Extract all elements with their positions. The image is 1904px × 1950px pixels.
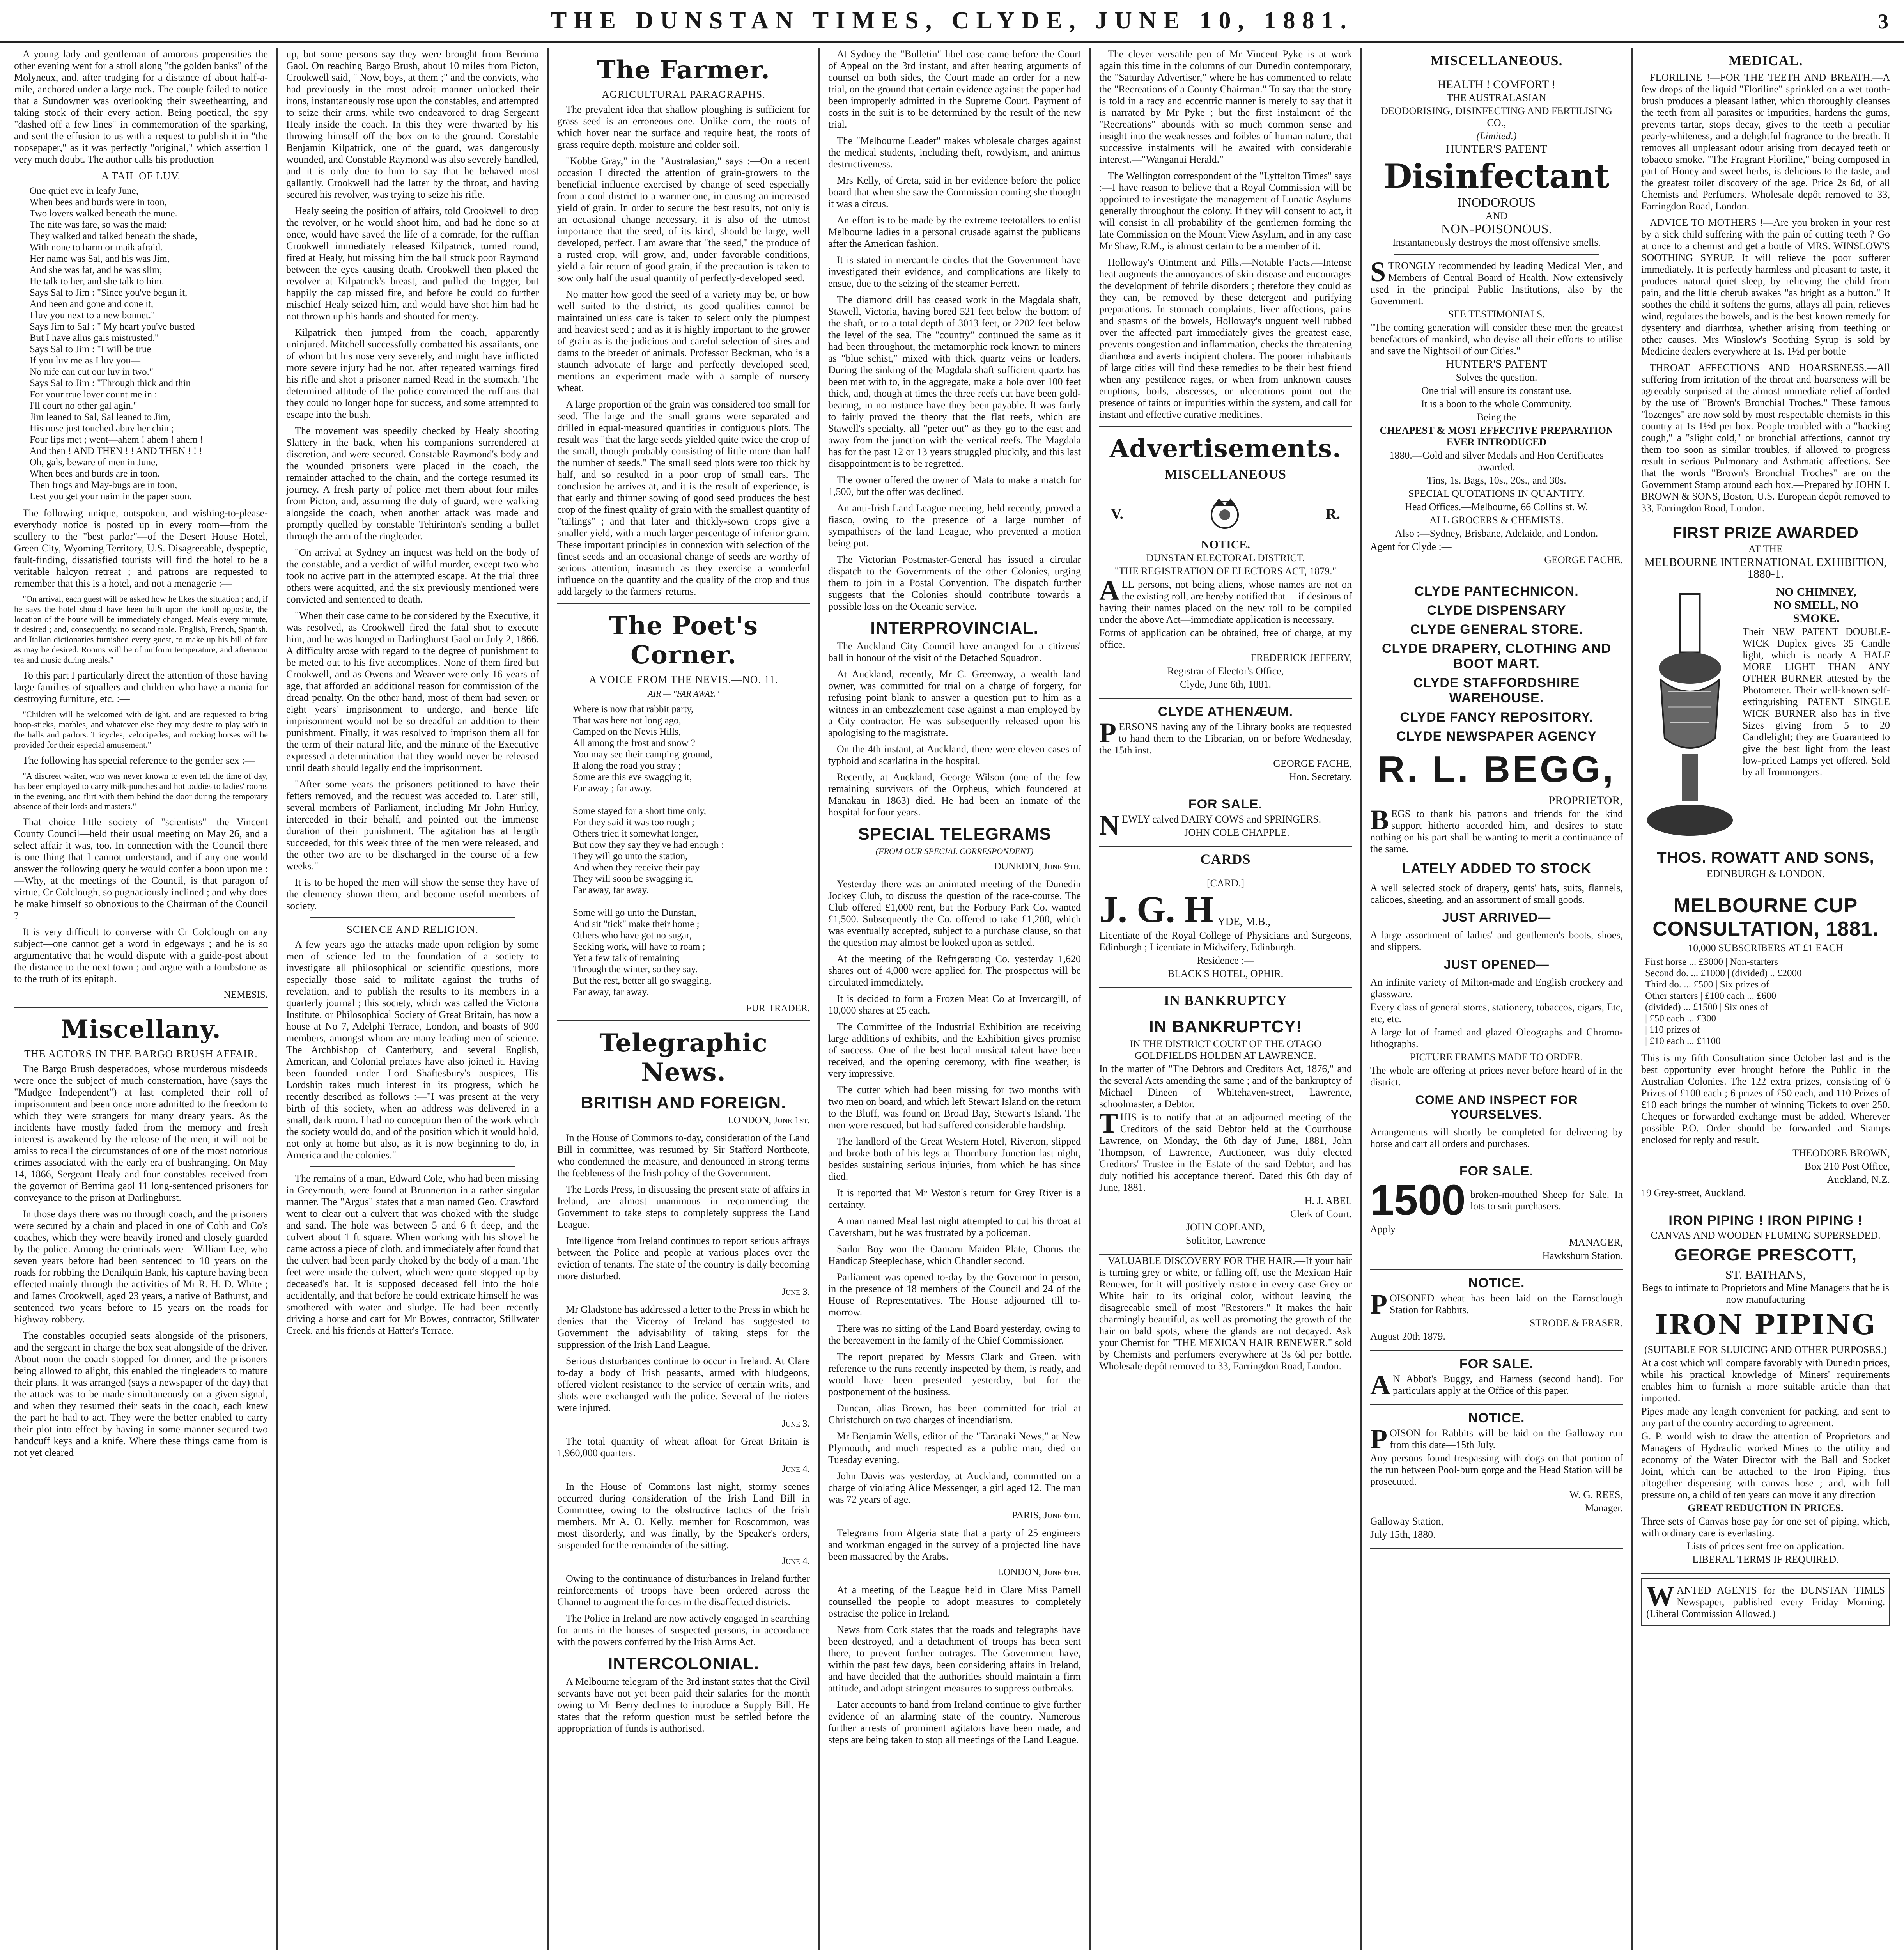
dateline: June 3.	[782, 1287, 810, 1297]
section-heading: MEDICAL.	[1728, 53, 1803, 68]
ad-product: HUNTER'S PATENT	[1445, 143, 1548, 156]
article-paragraph: The cutter which had been missing for two months with two men on board, and which left Stewart Island on the return to the Bluff, was found on Broad Bay, Stewart's Island. The men were rescued, but had suffered considerable hardship.	[828, 1084, 1081, 1131]
article-paragraph: The Auckland City Council have arranged for a citizens' ball in honour of the visit of the Detached Squadron.	[828, 640, 1081, 663]
bankruptcy-notice	[1099, 1012, 1352, 1255]
buggy-for-sale	[1370, 1351, 1623, 1405]
advertiser-name: GEORGE PRESCOTT,	[1674, 1245, 1857, 1264]
ad-line: (SUITABLE FOR SLUICING AND OTHER PURPOSES.)	[1644, 1344, 1887, 1355]
ad-line: AT THE	[1748, 543, 1783, 555]
article-paragraph: To this part I particularly direct the attention of those having large families of squallers and children who have a mania for destroying furniture, etc. :—	[14, 670, 268, 704]
ad-signatory-title: Hon. Secretary.	[1289, 771, 1352, 782]
notice-act: "THE REGISTRATION OF ELECTORS ACT, 1879."	[1114, 566, 1337, 577]
article-paragraph: A Melbourne telegram of the 3rd instant states that the Civil servants have not yet been paid their salaries for the month owing to Mr Berry declines to introduce a Supply Bill. He states that the reform question must be settled before the appropriation of funds is authorised.	[557, 1676, 810, 1734]
divider	[1099, 426, 1352, 427]
ad-line: NO CHIMNEY,	[1776, 585, 1856, 598]
article-paragraph: In the House of Commons last night, stormy scenes occurred during consideration of the Irish Land Bill in Committee, owing to the obstructive tactics of the Irish members. Mr A. O. Kelly, member for Roscommon, was most disorderly, and was finally, by the Speaker's orders, suspended for the remainder of the sitting.	[557, 1481, 810, 1551]
ad-body: The whole are offering at prices never before heard of in the district.	[1370, 1065, 1623, 1088]
notice-date: Clyde, June 6th, 1881.	[1180, 679, 1271, 690]
ad-heading: CLYDE ATHENÆUM.	[1158, 704, 1293, 719]
prize-table: First horse ... £3000 | Non-starters Second do. ... £1000 | (divided) .. £2000 Third do. ... £500 | Six prizes of Other starters | £100 each ... £600 (divided) ... £1500 | Six ones of | £50 each ... £300 | 110 prizes of | £10 each ... £1100	[1645, 957, 1802, 1046]
notice-subheading: DUNSTAN ELECTORAL DISTRICT.	[1146, 552, 1305, 564]
cows-for-sale	[1099, 791, 1352, 847]
notice-office: Registrar of Elector's Office,	[1167, 665, 1284, 677]
store-name: CLYDE DISPENSARY	[1427, 603, 1566, 618]
article-paragraph: The constables occupied seats alongside of the prisoners, and the sergeant in charge the box seat alongside of the driver. About noon the coach stopped for dinner, and the prisoners being allowed to alight, this enabled the ringleaders to mature their plans. It was arranged (says a newspaper of the day) that the attack was to be made simultaneously on a given signal, and when they resumed their seats in the coach, each knew the part he had to act. They were the better enabled to carry their plot into effect by having in some manner secured two handcuff keys and a knife. Where these things came from is not yet cleared	[14, 1330, 268, 1458]
ad-line: PICTURE FRAMES MADE TO ORDER.	[1410, 1051, 1583, 1063]
article-paragraph: The landlord of the Great Western Hotel, Riverton, slipped and broke both of his legs at Thornbury Junction last night, besides sustaining serious injuries, from which he has since died.	[828, 1136, 1081, 1182]
article-paragraph: The Victorian Postmaster-General has issued a circular dispatch to the Governments of the other Colonies, urging them to join in a Postal Convention. The dispatch further suggests that the Colonies should contribute towards a possible loss on the Oceanic service.	[828, 554, 1081, 612]
article-paragraph: FLORILINE !—FOR THE TEETH AND BREATH.—A few drops of the liquid "Floriline" sprinkled on a wet tooth-brush produces a pleasant lather, which thoroughly cleanses the teeth from all parasites or impurities, hardens the gums, prevents tartar, stops decay, gives to the teeth a peculiar pearly-whiteness, and a delightful fragrance to the breath. It removes all unpleasant odour arising from decayed teeth or tobacco smoke. "The Fragrant Floriline," being composed in part of Honey and sweet herbs, is delicious to the taste, and the greatest toilet discovery of the age. Price 2s 6d, of all Chemists and Perfumers. Wholesale depôt removed to 33, Farringdon Road, London.	[1641, 72, 1890, 212]
ad-signatory: MANAGER,	[1569, 1237, 1623, 1248]
manufacturer-name: THOS. ROWATT AND SONS,	[1657, 849, 1874, 866]
begg-store-ad	[1370, 574, 1623, 1158]
notice-body: ALL persons, not being aliens, whose names are not on the existing roll, are hereby notified that —if desirous of having their names placed on the new roll to be compiled under the above Act—immediate application is necessary.	[1099, 575, 1352, 625]
ad-line: SMOKE.	[1793, 612, 1840, 625]
article-paragraph: At Sydney the "Bulletin" libel case came before the Court of Appeal on the 3rd instant, and after hearing arguments of counsel on both sides, the Court made an order for a new trial, on the ground that certain evidence against the paper had been improperly admitted in the Supreme Court. Payment of costs in the suit is to be determined by the result of the new trial.	[828, 48, 1081, 130]
ad-address: Auckland, N.Z.	[1827, 1174, 1890, 1185]
ad-body: A large lot of framed and glazed Oleographs and Chromo-lithographs.	[1370, 1026, 1623, 1049]
divider	[1394, 254, 1599, 255]
ad-body: AN Abbot's Buggy, and Harness (second hand). For particulars apply at the Office of this paper.	[1370, 1369, 1623, 1400]
divider	[14, 1007, 268, 1008]
divider	[310, 1166, 515, 1167]
ad-location: Galloway Station,	[1370, 1516, 1443, 1527]
article-paragraph: It is decided to form a Frozen Meat Co at Invercargill, of 10,000 shares at £5 each.	[828, 993, 1081, 1016]
doctor-card	[1099, 870, 1352, 988]
ad-address: 19 Grey-street, Auckland.	[1641, 1187, 1746, 1198]
sheep-count: 1500	[1370, 1176, 1466, 1224]
article-paragraph: "After some years the prisoners petitioned to have their fetters removed, and the request was acceded to. Later still, several members of Parliament, including Mr John Hurley, interceded in their behalf, and pointed out the immense duration of their punishment. The agitation has at length succeeded, for this week three of the men were released, and the other two are to be discharged in the course of a few weeks."	[286, 778, 539, 872]
ad-line: CHEAPEST & MOST EFFECTIVE PREPARATION EVER INTRODUCED	[1380, 425, 1614, 448]
ad-line: LIBERAL TERMS IF REQUIRED.	[1692, 1554, 1839, 1565]
divider	[557, 1020, 810, 1021]
poem-air: AIR — "FAR AWAY."	[648, 689, 719, 698]
ad-body: WANTED AGENTS for the DUNSTAN TIMES Newspaper, published every Friday Morning. (Liberal Commission Allowed.)	[1646, 1581, 1885, 1619]
poem-body: One quiet eve in leafy June, When bees and burds were in toon, Two lovers walked beneath the mune. The nite was fare, so was the maid; They walked and talked beneath the shade, With none to harm or maik afraid. Her name was Sal, and his was Jim, And she was fat, and he was slim; He talk to her, and she talk to him. Says Sal to Jim : "Since you've begun it, And been and gone and done it, I luv you next to a new bonnet." Says Jim to Sal : " My heart you've busted But I have allus gals mistrusted." Says Sal to Jim : "I will be true If you luv me as I luv you— No nife can cut our luv in two." Says Sal to Jim : "Through thick and thin For your true lover count me in : I'll court no other gal agin." Jim leaned to Sal, Sal leaned to Jim, His nose just touched abuv her chin ; Four lips met ; went—ahem ! ahem ! ahem ! And then ! AND THEN ! ! AND THEN ! ! ! Oh, gals, beware of men in June, When bees and burds are in toon. Then frogs and May-bugs are in toon, Lest you get your naim in the paper soon.	[30, 186, 204, 502]
article-paragraph: Telegrams from Algeria state that a party of 25 engineers and workman engaged in the survey of a projected line have been massacred by the Arabs.	[828, 1527, 1081, 1562]
article-paragraph: It is to be hoped the men will show the sense they have of the clemency shown them, and become useful members of society.	[286, 877, 539, 911]
article-paragraph: The diamond drill has ceased work in the Magdala shaft, Stawell, Victoria, having bored 521 feet below the bottom of the shaft, or to a total depth of 3013 feet, or 2202 feet below the level of the sea. The "country" continued the same as it had been throughout, the metamorphic rock known to miners as "blue schist," mixed with thick quartz veins or leaders. During the sinking of the Magdala shaft sufficient quartz has been met with to, in the aggregate, make a hole over 100 feet thick, and, though at times the three reefs cut have been gold-bearing, in no instance have they been payable. It was fairly to fairly proved the theory that the flat reefs, which are Stawell's specialty, all "peter out" as they go to the east and away from the junction with the vertical reefs. The Magdala has for the past 12 or 13 years struggled pluckily, and this last disappointment is to be regretted.	[828, 294, 1081, 469]
ad-heading: FOR SALE.	[1459, 1356, 1534, 1371]
dateline: DUNEDIN, June 9th.	[994, 861, 1081, 872]
subsection-heading: IN BANKRUPTCY	[1164, 993, 1287, 1008]
proprietor-name: R. L. BEGG,	[1377, 748, 1616, 790]
ad-line: Being the	[1477, 411, 1516, 423]
ad-heading: IRON PIPING ! IRON PIPING !	[1668, 1213, 1863, 1228]
article-paragraph: News from Cork states that the roads and telegraphs have been destroyed, and a detachment of troops has been sent there, to prevent further outrages. The Government have, within the past few days, been considering affairs in Ireland, and have decided that the authorities should maintain a firm attitude, and adopt stringent measures to suppress outbreaks.	[828, 1624, 1081, 1694]
article-paragraph: The owner offered the owner of Mata to make a match for 1,500, but the offer was declined.	[828, 474, 1081, 497]
ad-date: August 20th 1879.	[1370, 1331, 1445, 1342]
manufacturer-location: EDINBURGH & LONDON.	[1706, 868, 1825, 879]
article-paragraph: up, but some persons say they were brought from Berrima Gaol. On reaching Bargo Brush, about 10 miles from Picton, Crookwell said, " Now, boys, at them ;" and the convicts, who had previously in the most adroit manner unlocked their irons, instantaneously rose upon the constables, and attempted to seize their arms, while two endeavored to drag Sergeant Healy inside the coach. In this they were thwarted by his throwing himself off the box on to the ground. Constable Benjamin Kilpatrick, one of the guard, was dangerously wounded, and Constable Raymond was also severely handled, and it is only due to him to say that he behaved most gallantly. Crookwell had the latter by the throat, and having secured his revolver, was trying to seize his rifle.	[286, 48, 539, 200]
article-paragraph: The clever versatile pen of Mr Vincent Pyke is at work again this time in the columns of our Dunedin contemporary, the "Saturday Advertiser," where he has commenced to relate the "Recreations of a County Chairman." To say that the story is told in a racy and eccentric manner is merely to say that it is narrated by Mr Pyke ; but the first instalment of the "Recreations" abounds with so much common sense and insight into the weaknesses and foibles of human nature, that successive instalments will be awaited with considerable interest.—"Wanganui Herald."	[1099, 48, 1352, 165]
ad-heading: FOR SALE.	[1188, 797, 1263, 812]
ad-line: Head Offices.—Melbourne, 66 Collins st. W.	[1405, 501, 1588, 512]
article-paragraph: "On arrival at Sydney an inquest was held on the body of the constable, and a verdict of wilful murder, except two who took no active part in the attempted escape. At the trial three others were acquitted, and the six previously mentioned were convicted and sentenced to death.	[286, 547, 539, 605]
article-paragraph: THROAT AFFECTIONS AND HOARSENESS.—All suffering from irritation of the throat and hoarseness will be agreeably surprised at the almost immediate relief afforded by the use of "Brown's Bronchial Troches." These famous "lozenges" are now sold by most respectable chemists in this country at 1s 1½d per box. People troubled with a "hacking cough," a "slight cold," or bronchial affections, cannot try them too soon as similar troubles, if allowed to progress result in serious Pulmonary and Asthmatic affections. See that the words "Brown's Bronchial Troches" are on the Government Stamp around each box.—Prepared by JOHN I. BROWN & SONS, Boston, U.S. European depôt removed to 33, Farringdon Road, London.	[1641, 362, 1890, 514]
subsection-heading: BRITISH AND FOREIGN.	[581, 1093, 786, 1112]
article-paragraph: Holloway's Ointment and Pills.—Notable Facts.—Intense heat augments the annoyances of skin disease and encourages the development of febrile disorders ; therefore they could as they can, be removed by these detergent and purifying preparations. In stomach complaints, liver affections, pains and spasms of the bowels, Holloway's unguent well rubbed over the affected part immediately gives the greatest ease, prevents congestion and inflammation, checks the threatening diarrhœa and averts incipient cholera. The poorer inhabitants of large cities will find these remedies to be their best friend when any pestilence rages, or when from unknown causes eruptions, boils, abscesses, or ulcerations point out the presence of taints or impurities within the system, and call for instant and effective curative medicines.	[1099, 257, 1352, 420]
ad-signatory: STRODE & FRASER.	[1529, 1317, 1623, 1329]
article-paragraph: Later accounts to hand from Ireland continue to give further evidence of an alarming state of the country. Numerous further arrests of prominent agitators have been made, and steps are being taken to stop all meetings of the Land League.	[828, 1699, 1081, 1745]
article-paragraph: "Kobbe Gray," in the "Australasian," says :—On a recent occasion I directed the attention of grain-growers to the beneficial influence exercised by change of seed especially from a cool district to a warmer one, in causing an increased yield of grain. In order to secure the best results, not only is an occasional change necessary, it is also of the utmost importance that the seed, of its kind, should be large, well developed, perfect. I am aware that "the seed," the produce of a rusted crop, will grow, and, under favorable conditions, yield a fair return of good grain, if the precaution is taken to sow only half the usual quantity of perfectly-developed seed.	[557, 155, 810, 284]
section-heading: The Farmer.	[597, 55, 770, 85]
newspaper-columns	[5, 48, 1899, 1950]
oil-lamp-icon	[1641, 590, 1739, 840]
disinfectant-ad	[1370, 72, 1623, 574]
column-1	[5, 48, 276, 1950]
ad-signatory-title: Clerk of Court.	[1290, 1208, 1352, 1220]
divider	[557, 603, 810, 604]
subsection-heading: MISCELLANEOUS	[1165, 467, 1286, 482]
card-tag: [CARD.]	[1206, 878, 1245, 889]
article-paragraph: ADVICE TO MOTHERS !—Are you broken in your rest by a sick child suffering with the pain of cutting teeth ? Go at once to a chemist and get a bottle of MRS. WINSLOW'S SOOTHING SYRUP. It will relieve the poor sufferer immediately. It is perfectly harmless and pleasant to taste, it produces natural quiet sleep, by relieving the child from pain, and the little cherub awakes "as bright as a button." It soothes the child it softens the gums, allays all pain, relieves wind, regulates the bowels, and is the best known remedy for dysentery and diarrhœa, whether arising from teething or other causes. Mrs Winslow's Soothing Syrup is sold by Medicine dealers everywhere at 1s. 1½d per bottle	[1641, 217, 1890, 357]
dateline: June 3.	[782, 1418, 810, 1429]
ad-body: POISON for Rabbits will be laid on the Galloway run from this date—15th July.	[1370, 1424, 1623, 1455]
article-paragraph: The report prepared by Messrs Clark and Green, with reference to the runs recently inspected by them, is ready, and would have been presented yesterday, but for the postponement of the business.	[828, 1351, 1081, 1397]
column-7	[1631, 48, 1899, 1950]
store-name: CLYDE PANTECHNICON.	[1414, 584, 1579, 599]
ad-line: Lists of prices sent free on application.	[1687, 1540, 1844, 1552]
article-paragraph: On the 4th instant, at Auckland, there were eleven cases of typhoid and scarlatina in the hospital.	[828, 743, 1081, 766]
subsection-heading: SPECIAL TELEGRAMS	[858, 824, 1051, 844]
article-paragraph: Mr Gladstone has addressed a letter to the Press in which he denies that the Viceroy of Ireland has suggested to Government the advisability of taking steps for the suppression of the Irish Land League.	[557, 1304, 810, 1350]
ad-body: Every class of general stores, stationery, tobaccos, cigars, Etc, etc, etc.	[1370, 1002, 1623, 1025]
poison-notice-1	[1370, 1270, 1623, 1351]
electoral-notice	[1099, 485, 1352, 699]
athenaeum-notice	[1099, 699, 1352, 791]
ad-line: Apply—	[1370, 1223, 1406, 1235]
article-paragraph: Recently, at Auckland, George Wilson (one of the few remaining survivors of the Orpheus, which foundered at Manakau in 1863) died. He had been an inmate of the hospital for four years.	[828, 771, 1081, 818]
ad-heading: IN BANKRUPTCY!	[1149, 1017, 1302, 1036]
ad-solicitor: JOHN COPLAND,	[1186, 1221, 1265, 1233]
article-paragraph: It is reported that Mr Weston's return for Grey River is a certainty.	[828, 1187, 1081, 1210]
article-paragraph: Duncan, alias Brown, has been committed for trial at Christchurch on two charges of incendiarism.	[828, 1402, 1081, 1425]
ad-signatory: GEORGE FACHE,	[1273, 758, 1352, 769]
ad-subheading: LATELY ADDED TO STOCK	[1402, 860, 1591, 876]
article-paragraph: "Children will be welcomed with delight, and are requested to bring hoop-sticks, marbles, and whatever else they may desire to play with in the halls and parlors. Tricycles, velocipedes, and rocking horses will be provided for their especial amusement."	[14, 709, 268, 750]
ad-solicitor-title: Solicitor, Lawrence	[1186, 1235, 1265, 1246]
article-heading: THE ACTORS IN THE BARGO BRUSH AFFAIR.	[24, 1048, 258, 1060]
ad-heading: FIRST PRIZE AWARDED	[1672, 524, 1859, 541]
ad-body: An infinite variety of Milton-made and English crockery and glassware.	[1370, 977, 1623, 1000]
sheep-for-sale	[1370, 1158, 1623, 1270]
ad-company: DEODORISING, DISINFECTING AND FERTILISING CO.,	[1381, 105, 1612, 128]
article-heading: AGRICULTURAL PARAGRAPHS.	[601, 89, 766, 100]
ad-subheading: COME AND INSPECT FOR YOURSELVES.	[1415, 1093, 1578, 1121]
article-paragraph: The Bargo Brush desperadoes, whose murderous misdeeds were once the subject of much consternation, have (says the "Mudgee Independent") at last completed their roll of imprisonment and been once more admitted to the freedom to which they were strangers for many dreary years. As the incidents have mostly faded from the memory and fresh interest is awakened by the release of the men, it will not be amiss to recall the circumstances of one of the most notorious crimes associated with the early era of bushranging. On May 14, 1866, Sergeant Healy and four constables received from the governor of Berrima gaol 11 long-sentenced prisoners for conveyance to the prison at Darlinghurst.	[14, 1063, 268, 1203]
iron-piping-ad	[1641, 1207, 1890, 1574]
ad-line: NO SMELL, NO	[1774, 599, 1859, 612]
card-residence: BLACK'S HOTEL, OPHIR.	[1167, 968, 1284, 979]
ad-line: CANVAS AND WOODEN FLUMING SUPERSEDED.	[1651, 1230, 1881, 1241]
ad-feature: Instantaneously destroys the most offensive smells.	[1392, 237, 1601, 248]
article-paragraph: The remains of a man, Edward Cole, who had been missing in Greymouth, were found at Brunnerton in a rather singular manner. The "Argus" states that a man named Geo. Crawford went to clear out a culvert that was choked with the sludge and sand. The hole was between 5 and 6 ft deep, and the culvert about 1 ft square. When working with his shovel he came across a piece of cloth, and immediately after found that the culvert had been partly choked by the body of a man. The feet were inside the culvert, which were quite stopped up by deceased's hat. It is supposed deceased fell into the hole accidentally, and that before he could extricate himself he was smothered with water and sludge. He had been recently driving a horse and cart for Mr Bowes, contractor, Stillwater Creek, and his friends at Hatter's Terrace.	[286, 1173, 539, 1336]
ad-body: At a cost which will compare favorably with Dunedin prices, while his practical knowledge of Miners' requirements enables him to furnish a more suitable article than that imported.	[1641, 1357, 1890, 1404]
article-paragraph: The total quantity of wheat afloat for Great Britain is 1,960,000 quarters.	[557, 1436, 810, 1459]
article-paragraph: "When their case came to be considered by the Executive, it was resolved, as Crookwell fired the fatal shot to execute him, and he was hanged in Darlinghurst Gaol on July 2, 1866. A difficulty arose with regard to the degree of punishment to be meted out to his five accomplices. None of them fired but Crookwell, and as Owens and Weaver were only 16 years of age, that afforded an additional reason for commission of the dread penalty. On the other hand, most of them had seven or eight years' imprisonment to undergo, and hence life imprisonment would not be so dreadful an addition to their punishment. Finally, it was resolved to imprison them all for the term of their natural life, and the minute of the Executive expressed a determination that they would never be released until death should legally end the imprisonment.	[286, 610, 539, 773]
article-paragraph: A large proportion of the grain was considered too small for seed. The large and the small grains were separated and drilled in equal-measured quantities in contiguous plots. The result was "that the large seeds yielded quite twice the crop of the small, though probably consisting of little more than half the number of seeds." The small seed plots were too thick by half, and so resulted in a poor crop of small ears. The conclusion he arrives at, and it is the result of experience, is that early and thinner sowing of good seed produces the best crop of the finest quality of grain with the smallest quantity of "tailings" ; and that later and thickly-sown crops give a smaller yield, with a much larger percentage of inferior grain. These important principles in connexion with selection of the finest seeds and an occasional change of seeds are worthy of serious attention, inasmuch as they exercise a wonderful influence on the quantity and the quality of the crop and thus add largely to the farmers' returns.	[557, 399, 810, 597]
article-paragraph: The Lords Press, in discussing the present state of affairs in Ireland, are almost unanimous in recommending the Government to take steps to completely suppress the Land League.	[557, 1184, 810, 1230]
article-paragraph: Intelligence from Ireland continues to report serious affrays between the Police and people at various places over the eviction of tenants. The state of the country is daily becoming more disturbed.	[557, 1235, 810, 1282]
article-paragraph: There was no sitting of the Land Board yesterday, owing to the bereavement in the family of the Chief Commissioner.	[828, 1323, 1081, 1346]
notice-forms: Forms of application can be obtained, free of charge, at my office.	[1099, 627, 1352, 650]
advertiser-location: ST. BATHANS,	[1725, 1268, 1806, 1282]
page-number: 3	[1878, 10, 1888, 33]
dateline: June 4.	[782, 1556, 810, 1566]
article-paragraph: At a meeting of the League held in Clare Miss Parnell counselled the people to adopt measures to completely ostracise the police in Ireland.	[828, 1584, 1081, 1619]
ad-line: ALL GROCERS & CHEMISTS.	[1429, 514, 1564, 526]
ad-body: PERSONS having any of the Library books are requested to hand them to the Librarian, on or before Wednesday, the 15th inst.	[1099, 717, 1352, 756]
article-paragraph: In the House of Commons to-day, consideration of the Land Bill in committee, was resumed by Sir Stafford Northcote, who condemned the measure, and denounced in strong terms the feebleness of the Irish policy of the Government.	[557, 1132, 810, 1179]
ad-signatory: THEODORE BROWN,	[1792, 1147, 1890, 1159]
dateline: LONDON, June 6th.	[997, 1567, 1081, 1578]
article-paragraph: Mr Benjamin Wells, editor of the "Taranaki News," at New Plymouth, and much respected as a public man, died on Tuesday evening.	[828, 1431, 1081, 1465]
article-paragraph: That choice little society of "scientists"—the Vincent County Council—held their usual meeting on May 26, and a select affair it was, too. In connection with the Council there is one thing that I cannot understand, and if any one would answer the following query he would confer a boon upon me :—Why, at the meetings of the Council, is that paragon of virtue, Cr Colclough, so pugnaciously inclined ; and why does he make himself so obnoxious to the Chairman of the Council ?	[14, 816, 268, 921]
column-2	[276, 48, 547, 1950]
ad-line: 10,000 SUBSCRIBERS AT £1 EACH	[1688, 942, 1843, 954]
ad-signatory: W. G. REES,	[1569, 1489, 1623, 1500]
dateline: LONDON, June 1st.	[728, 1115, 810, 1126]
article-paragraph: VALUABLE DISCOVERY FOR THE HAIR.—If your hair is turning grey or white, or falling off, use the Mexican Hair Renewer, for it will positively restore in every case Grey or White hair to its original color, without leaving the disagreeable smell of most "Restorers." It makes the hair charmingly beautiful, as well as promoting the growth of the hair on bald spots, where the glands are not decayed. Ask your Chemist for "THE MEXICAN HAIR RENEWER," sold by Chemists and perfumers everywhere at 3s 6d per bottle. Wholesale depôt removed to 33, Farringdon Road, London.	[1099, 1255, 1352, 1372]
section-heading: MISCELLANEOUS.	[1430, 53, 1563, 68]
ad-body: Arrangements will shortly be completed for delivering by horse and cart all orders and purchases.	[1370, 1126, 1623, 1149]
poem-title: A TAIL OF LUV.	[101, 170, 181, 182]
article-paragraph: An effort is to be made by the extreme teetotallers to enlist Melbourne ladies in a personal crusade against the publicans after the American fashion.	[828, 214, 1081, 249]
ad-signatory-title: Manager.	[1585, 1502, 1623, 1514]
article-paragraph: The Wellington correspondent of the "Lyttelton Times" says :—I have reason to believe that a Royal Commission will be appointed to investigate the management of Lunatic Asylums generally throughout the colony. If they will consent to act, it will consist in all probability of the gentlemen forming the late Commission on the Mount View Asylum, and in any case Mr Shaw, R.M., is almost certain to be a member of it.	[1099, 170, 1352, 252]
ad-line: 1880.—Gold and silver Medals and Hon Certificates awarded.	[1389, 450, 1604, 473]
article-paragraph: At the meeting of the Refrigerating Co. yesterday 1,620 shares out of 4,000 were applied for. The prospectus will be circulated immediately.	[828, 953, 1081, 988]
ad-line: GREAT REDUCTION IN PRICES.	[1688, 1502, 1844, 1514]
product-name: IRON PIPING	[1655, 1308, 1876, 1341]
ad-feature: NON-POISONOUS.	[1441, 222, 1552, 236]
section-heading: Telegraphic News.	[599, 1028, 768, 1087]
card-initials: J. G. H	[1099, 888, 1214, 930]
column-3	[547, 48, 818, 1950]
ad-notice: THIS is to notify that at an adjourned meeting of the Creditors of the said Debtor held at the Courthouse Lawrence, on Monday, the 6th day of June, 1881, John Thompson, of Lawrence, Auctioneer, was duly elected Creditors' Trustee in the Estate of the said Debtor, and has duly notified his acceptance thereof. Dated this 6th day of June, 1881.	[1099, 1108, 1352, 1193]
article-paragraph: A few years ago the attacks made upon religion by some men of science led to the foundation of a society to investigate all philosophical or scientific questions, more especially those said to militate against the truths of revelation, and to publish the results to its members in a quarterly journal ; this society, which was called the Victoria Institute, or Philosophical Society of Great Britain, has now a house at No 7, Adelphi Terrace, London, and boasts of 900 members, amongst whom are many leading men of science. The Archbishop of Canterbury, and several English, American, and Colonial prelates have also joined it. Having been founded under Lord Shaftesbury's auspices, His Lordship takes much interest in its progress, which he recently described as follows :—"I was present at the very birth of this society, when an address was delivered in a small, dark room. I had no conception then of the work which the society would do, and of the position which it would hold, not only at home but also, as it is now beginning to do, in America and the colonies."	[286, 939, 539, 1161]
dateline: June 4.	[782, 1464, 810, 1474]
article-paragraph: The following has special reference to the gentler sex :—	[23, 755, 255, 766]
article-paragraph: Parliament was opened to-day by the Governor in person, in the presence of 18 members of the Council and 24 of the House of Representatives. The House adjourned till to-morrow.	[828, 1271, 1081, 1318]
article-paragraph: Serious disturbances continue to occur in Ireland. At Clare to-day a body of Irish peasants, armed with bludgeons, offered violent resistance to the service of certain writs, and shots were exchanged with the police. Several of the rioters were injured.	[557, 1355, 810, 1413]
signature: FUR-TRADER.	[746, 1003, 810, 1014]
ad-body: A well selected stock of drapery, gents' hats, suits, flannels, calicoes, sheeting, and an assortment of small goods.	[1370, 882, 1623, 905]
ad-line: It is a boon to the whole Community.	[1421, 398, 1572, 410]
ad-line: One trial will ensure its constant use.	[1421, 385, 1572, 396]
store-name: CLYDE DRAPERY, CLOTHING AND BOOT MART.	[1382, 641, 1612, 671]
article-paragraph: A young lady and gentleman of amorous propensities the other evening went for a stroll along "the golden banks" of the Molyneux, and, after trudging for a distance of about half-a-mile, anchored under a large rock. The couple failed to notice that a Sundowner was overlooking their sweethearting, and taking stock of their every action. Being poetical, the spy "dashed off a few lines" in commemoration of the sparking, and sent the effusion to us with a request to publish it in "the noosepaper," as it was perfectly "original," which assertion I very much doubt. The author calls his production	[14, 48, 268, 165]
ad-quote: "The coming generation will consider these men the greatest benefactors of mankind, who devise all their efforts to utilise and save the Nightsoil of our Cities."	[1370, 322, 1623, 356]
ad-body: Pipes made any length convenient for packing, and sent to any part of the country according to agreement.	[1641, 1406, 1890, 1429]
section-heading: Miscellany.	[61, 1015, 221, 1044]
ad-body: broken-mouthed Sheep for Sale. In lots to suit purchasers.	[1470, 1189, 1623, 1212]
ad-body: Three sets of Canvas hose pay for one set of piping, which, with ordinary care is everlasting.	[1641, 1516, 1890, 1539]
ad-heading: MELBOURNE CUP CONSULTATION, 1881.	[1652, 894, 1879, 940]
article-paragraph: It is stated in mercantile circles that the Government have investigated their evidence, and complications are likely to ensue, due to the seizing of the steamer Ferrett.	[828, 254, 1081, 289]
ad-product: HUNTER'S PATENT	[1445, 358, 1548, 370]
article-paragraph: No matter how good the seed of a variety may be, or how well suited to the district, its good qualities cannot be maintained unless care is taken to select only the plumpest and heaviest seed ; and as it is highly important to the grower of grain as is the judicious and careful selection of sires and dams to the breeder of animals. Professor Beckman, who is a staunch advocate of large and perfectly developed seed, mentions an experiment made with a sample of nursery wheat.	[557, 289, 810, 394]
ad-body: A large assortment of ladies' and gentlemen's boots, shoes, and slippers.	[1370, 929, 1623, 952]
ad-date: July 15th, 1880.	[1370, 1529, 1436, 1540]
ad-body: This is my fifth Consultation since October last and is the best opportunity ever brought before the Public in the Australian Colonies. The 122 extra prizes, consisting of 6 Prizes of £100 each ; 6 prizes of £50 each, and 110 Prizes of £10 each brings the number of winning Tickets to over 250. Cheques or forwarded exchange must be added. Wherever possible P.O. Order should be forwarded and Stamps enclosed for reply and result.	[1641, 1052, 1890, 1145]
section-heading: Advertisements.	[1109, 434, 1342, 463]
divider	[310, 917, 515, 918]
ad-signatory-title: Hawksburn Station.	[1542, 1250, 1623, 1261]
article-paragraph: The Police in Ireland are now actively engaged in searching for arms in the houses of suspected persons, in accordance with the powers conferred by the Irish Arms Act.	[557, 1613, 810, 1647]
article-paragraph: The Committee of the Industrial Exhibition are receiving large additions of exhibits, and the Exhibition gives promise of success. One of the best local musical talent have been received, and the opening ceremony, with fine weather, is very impressive.	[828, 1021, 1081, 1079]
article-paragraph: The following unique, outspoken, and wishing-to-please-everybody notice is posted up in every room—from the scullery to the "best parlor"—of the Desert House Hotel, Green City, Wyoming Territory, U.S. Disagreeable, dyspeptic, fault-finding, dissatisfied tourists will find the hotel to be a veritable halcyon retreat ; and patrons are requested to remember that this is a hotel, and not a menagerie :—	[14, 507, 268, 589]
lamp-ad	[1641, 519, 1890, 888]
subsection-heading: INTERCOLONIAL.	[608, 1654, 759, 1673]
ad-heading: NOTICE.	[1468, 1276, 1525, 1291]
article-paragraph: Yesterday there was an animated meeting of the Dunedin Jockey Club, to discuss the question of the race-course. The Club offered £1,000 rent, but the Forbury Park Co. wanted £1,500. Subsequently the Co. offered to take £1,200, which was eventually accepted, subject to a purchase clause, so that the question may almost be looked upon as settled.	[828, 878, 1081, 948]
article-paragraph: Mrs Kelly, of Greta, said in her evidence before the police board that when she saw the Commission coming she thought it was a circus.	[828, 175, 1081, 209]
section-heading: The Poet's Corner.	[609, 611, 758, 670]
article-paragraph: A man named Meal last night attempted to cut his throat at Caversham, but he was frustrated by a policeman.	[828, 1215, 1081, 1238]
article-paragraph: At Auckland, recently, Mr C. Greenway, a wealth land owner, was committed for trial on a charge of forgery, for refusing point blank to answer a question put to him as a witness in an embezzlement case against a man employed by a City contractor. He was subsequently released upon his apologising to the magistrate.	[828, 668, 1081, 738]
article-paragraph: In those days there was no through coach, and the prisoners were secured by a chain and placed in one of Cobb and Co's coaches, which they were heavily ironed and closely guarded by the police. Among the criminals were—William Lee, who seven years before had been sentenced to 10 years on the roads for robbing the Denilquin Bank, his capture having been effected mainly through the activities of Mr R. H. D. White ; and James Crookwell, aged 23 years, a native of Bathurst, and sentenced two years before to 15 years on the roads for highway robbery.	[14, 1208, 268, 1325]
article-paragraph: Healy seeing the position of affairs, told Crookwell to drop the revolver, or he would shoot him, and had he done so at once, would have saved the life of a comrade, for the ruffian Crookwell immediately released Kilpatrick, turned round, fired at Healy, but missing him the ball struck poor Raymond between the eyes causing death. Crookwell then placed the revolver at Kilpatrick's breast, and pulled the trigger, but happily the cap missed fire, and before he could do further mischief Healy seized him, and would have shot him had he not thrown up his hands and shouted for mercy.	[286, 205, 539, 322]
article-paragraph: The movement was speedily checked by Healy shooting Slattery in the back, when his companions surrendered at discretion, and were secured. Constable Raymond's body and the wounded prisoners were placed in the coach, the remainder attached to the chain, and the cortege resumed its journey. A fresh party of police met them about four miles from Picton, and, assuming the duty of guard, were walking alongside the coach, when another attack was made and promptly quelled by constable Tehirinton's sending a bullet through the arm of the ringleader.	[286, 425, 539, 542]
ad-body: BEGS to thank his patrons and friends for the kind support hitherto accorded him, and desires to state nothing on his part shall be wanting to merit a continuance of the same.	[1370, 804, 1623, 854]
signature: NEMESIS.	[223, 989, 268, 1000]
article-paragraph: The "Melbourne Leader" makes wholesale charges against the medical students, including theft, rowdyism, and animus destructiveness.	[828, 135, 1081, 170]
article-paragraph: Kilpatrick then jumped from the coach, apparently uninjured. Mitchell successfully combatted his assailants, one of whom bit his nose very severely, and might have inflicted more severe injury had he not, after repeated warnings fired his rifle and shot a prisoner named Read in the stomach. The determined attitude of the police convinced the ruffians that they could no longer hope for success, and some attempted to escape into the bush.	[286, 327, 539, 420]
ad-line: Also :—Sydney, Brisbane, Adelaide, and London.	[1395, 528, 1598, 539]
store-name: CLYDE NEWSPAPER AGENCY	[1396, 729, 1597, 744]
article-paragraph: Owing to the continuance of disturbances in Ireland further reinforcements of troops have been ordered across the Channel to augment the forces in the disaffected districts.	[557, 1573, 810, 1608]
ad-product-name: Disinfectant	[1383, 157, 1610, 195]
ad-body: G. P. would wish to draw the attention of Proprietors and Managers of Hydraulic worked Mines to the utility and economy of the Water Director with the Ball and Socket Joint, which can be attached to the Iron Piping, thus altogether dispensing with canvas hose ; and, with full pressure on, a child of ten years can move it any direction	[1641, 1431, 1890, 1500]
article-paragraph: John Davis was yesterday, at Auckland, committed on a charge of violating Alice Messenger, a girl aged 12. The man was 72 years of age.	[828, 1470, 1081, 1505]
subsection-subheading: (FROM OUR SPECIAL CORRESPONDENT)	[875, 846, 1034, 856]
dateline: PARIS, June 6th.	[1012, 1510, 1081, 1521]
ad-line: SPECIAL QUOTATIONS IN QUANTITY.	[1408, 488, 1585, 499]
ad-line: GEORGE FACHE.	[1544, 554, 1623, 566]
ad-body: NEWLY calved DAIRY COWS and SPRINGERS.	[1099, 810, 1321, 841]
ad-address: Box 210 Post Office,	[1804, 1161, 1890, 1172]
store-name: CLYDE STAFFORDSHIRE WAREHOUSE.	[1413, 675, 1580, 706]
ad-body: Any persons found trespassing with dogs on that portion of the run between Pool-burn gorge and the Head Station will be prosecuted.	[1370, 1452, 1623, 1487]
poem-title: A VOICE FROM THE NEVIS.—NO. 11.	[589, 674, 778, 685]
article-paragraph: An anti-Irish Land League meeting, held recently, proved a fiasco, owing to the presence of a large number of sympathisers of the land League, who prevented a motion being put.	[828, 502, 1081, 549]
article-heading: SCIENCE AND RELIGION.	[346, 924, 479, 935]
ad-feature: AND	[1485, 210, 1508, 222]
ad-heading: FOR SALE.	[1459, 1164, 1534, 1179]
newspaper-title: THE DUNSTAN TIMES, CLYDE, JUNE 10, 1881.	[551, 7, 1353, 34]
ad-signatory: JOHN COLE CHAPPLE.	[1184, 827, 1289, 838]
poem-body: Where is now that rabbit party, That was here not long ago, Camped on the Nevis Hills, All among the frost and snow ? You may see their camping-ground, If along the road you stray ; Some are this eve swagging it, Far away ; far away. Some stayed for a short time only, For they said it was too rough ; Others tried it somewhat longer, But now they say they've had enough : They will go unto the station, And when they receive their pay They will soon be swagging it, Far away, far away. Some will go unto the Dunstan, And sit "tick" make their home ; Others who have got no sugar, Seeking work, will have to roam ; Yet a few talk of remaining Through the winter, so they say. But the rest, better all go swagging, Far away, far away.	[573, 704, 724, 997]
vr-right: R.	[1326, 506, 1340, 522]
poison-notice-2	[1370, 1405, 1623, 1549]
ad-body: STRONGLY recommended by leading Medical Men, and Members of Central Board of Health. Now extensively used in the principal Public Institutions, also by the Government.	[1370, 256, 1623, 307]
column-5	[1089, 48, 1360, 1950]
ad-court: IN THE DISTRICT COURT OF THE OTAGO GOLDFIELDS HOLDEN AT LAWRENCE.	[1130, 1038, 1321, 1061]
ad-body: POISONED wheat has been laid on the Earnsclough Station for Rabbits.	[1370, 1289, 1623, 1320]
subsection-heading: CARDS	[1200, 851, 1251, 867]
store-name: CLYDE GENERAL STORE.	[1410, 622, 1583, 637]
column-6	[1360, 48, 1631, 1950]
ad-line: Agent for Clyde :—	[1370, 541, 1452, 552]
subsection-heading: INTERPROVINCIAL.	[870, 619, 1039, 638]
ad-line: Solves the question.	[1456, 372, 1537, 383]
agents-wanted-ad	[1641, 1578, 1890, 1626]
card-body: Licentiate of the Royal College of Physicians and Surgeons, Edinburgh ; Licentiate in Midwifery, Edinburgh.	[1099, 930, 1352, 953]
melbourne-cup-ad	[1641, 888, 1890, 1207]
vr-left: V.	[1111, 506, 1124, 522]
ad-feature: INODOROUS	[1457, 195, 1536, 210]
royal-crest-icon	[1201, 495, 1248, 534]
article-paragraph: It is very difficult to converse with Cr Colclough on any subject—one cannot get a word in edgeways ; and he is so argumentative that he would dispute with a guide-post about the distance to the next town ; and argue with a tombstone as to the truth of its epitaph.	[14, 926, 268, 984]
ad-line: Tins, 1s. Bags, 10s., 20s., and 30s.	[1427, 475, 1566, 486]
ad-company: THE AUSTRALASIAN	[1447, 92, 1546, 103]
ad-line: SEE TESTIMONIALS.	[1448, 308, 1545, 320]
article-paragraph: "On arrival, each guest will be asked how he likes the situation ; and, if he says the hotel should have been built upon the knoll opposite, the location of the house will be immediately changed. Meals every minute, if desired ; and, consequently, no second table. English, French, Spanish, and Italian dictionaries furnished every guest, to make up his bill of fare as may be desired. Rooms will be of uniform temperature, and afternoon tea and music during meals."	[14, 594, 268, 665]
ad-line: Begs to intimate to Proprietors and Mine Managers that he is now manufacturing	[1642, 1282, 1889, 1305]
ad-signatory: H. J. ABEL	[1304, 1195, 1352, 1206]
ad-body: Their NEW PATENT DOUBLE-WICK Duplex gives 35 Candle light, which is nearly A HALF MORE LIGHT THAN ANY OTHER BURNER attested by the Photometer. Their well-known self-extinguishing PATENT SINGLE WICK BURNER also has in five Sizes giving from 5 to 20 Candlelight; they are Guaranteed to give the best light from the least low-priced Lamps yet offered. Sold by all Ironmongers.	[1743, 626, 1890, 778]
article-paragraph: The prevalent idea that shallow ploughing is sufficient for grass seed is an erroneous one. Unlike corn, the roots of which hover near the surface and require heat, the roots of grass require depth, moisture and colder soil.	[557, 104, 810, 150]
ad-line: MELBOURNE INTERNATIONAL EXHIBITION, 1880-1.	[1644, 556, 1887, 580]
column-4	[818, 48, 1089, 1950]
store-name: CLYDE FANCY REPOSITORY.	[1400, 710, 1593, 725]
article-paragraph: Sailor Boy won the Oamaru Maiden Plate, Chorus the Handicap Steeplechase, which Chandler second.	[828, 1243, 1081, 1266]
notice-heading: NOTICE.	[1201, 538, 1250, 551]
ad-subheading: JUST OPENED—	[1444, 957, 1549, 971]
masthead	[0, 0, 1904, 43]
article-paragraph: "A discreet waiter, who was never known to even tell the time of day, has been employed to carry milk-punches and hot toddies to ladies' rooms in the evening, and flirt with them behind the door during the temporary absence of their lords and masters."	[14, 771, 268, 811]
ad-heading: NOTICE.	[1468, 1411, 1525, 1425]
card-residence-label: Residence :—	[1197, 955, 1254, 966]
card-name: YDE, M.B.,	[1217, 916, 1271, 928]
ad-company: (Limited.)	[1476, 130, 1517, 142]
ad-subheading: JUST ARRIVED—	[1442, 910, 1551, 924]
notice-signatory: FREDERICK JEFFERY,	[1250, 652, 1352, 663]
ad-tagline: HEALTH ! COMFORT !	[1437, 78, 1556, 91]
proprietor-title: PROPRIETOR,	[1548, 794, 1623, 807]
ad-body: In the matter of "The Debtors and Creditors Act, 1876," and the several Acts amending the same ; and of the bankruptcy of Michael Dineen of Whitehaven-street, Lawrence, schoolmaster, a Debtor.	[1099, 1063, 1352, 1110]
